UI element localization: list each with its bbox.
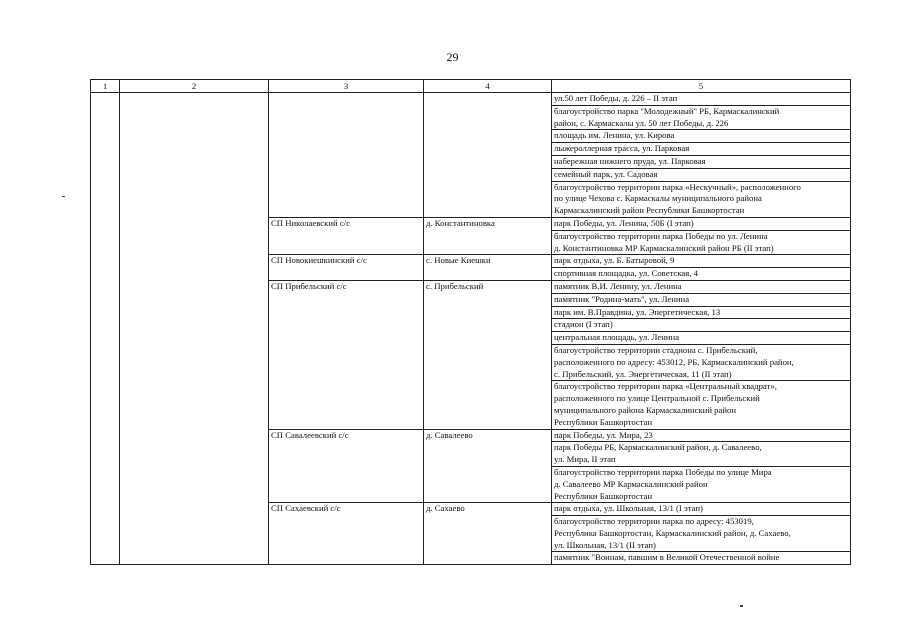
table-body (91, 93, 851, 565)
column-header: 2 (120, 80, 269, 93)
object-line: набережная нижнего пруда, ул. Парковая (554, 155, 706, 166)
object-line: расположенного по улице Центральной с. Прибельский (554, 393, 760, 404)
object-line: благоустройство парка "Молодежный" РБ, Кармаскалинский (554, 105, 780, 116)
scan-speck (62, 196, 65, 197)
col-2-cell (120, 93, 269, 565)
object-line: благоустройство территории стадиона с. Прибельский, (554, 344, 758, 355)
object-description (552, 429, 851, 442)
object-line: район, с. Кармаскалы ул. 50 лет Победы, д. 226 (554, 117, 729, 128)
object-description (552, 217, 851, 230)
object-description (552, 552, 851, 565)
parks-table (90, 79, 851, 565)
object-line: ул.50 лет Победы, д. 226 – II этап (554, 93, 678, 103)
object-line: памятник "Родина-мать", ул. Ленина (554, 293, 690, 304)
object-description (552, 280, 851, 293)
village-cell (424, 93, 552, 218)
village-cell: д. Сахаево (424, 503, 552, 565)
object-description (552, 255, 851, 268)
column-header: 5 (552, 80, 851, 93)
object-line: д. Константиновка МР Кармаскалинский район РБ (II этап) (554, 242, 774, 253)
object-description (552, 344, 851, 380)
object-description (552, 319, 851, 332)
object-line: по улице Чехова с. Кармаскалы муниципального района (554, 193, 762, 204)
settlement-cell: СП Прибельский с/с (269, 280, 424, 429)
object-line: парк отдыха, ул. Школьная, 13/1 (I этап) (554, 503, 703, 514)
village-cell: с. Прибельский (424, 280, 552, 429)
object-description (552, 516, 851, 552)
object-description (552, 155, 851, 168)
object-description (552, 332, 851, 345)
object-description (552, 181, 851, 217)
object-line: благоустройство территории парка Победы по ул. Ленина (554, 230, 768, 241)
object-line: Республики Башкортостан (554, 490, 653, 501)
object-line: стадион (I этап) (554, 319, 613, 330)
village-cell: д. Савалеево (424, 429, 552, 503)
object-line: Кармаскалинский район Республики Башкортостан (554, 205, 745, 216)
column-header: 1 (91, 80, 120, 93)
header-row (91, 80, 851, 93)
object-line: д. Савалеево МР Кармаскалинский район (554, 478, 708, 489)
object-line: Республика Башкортостан, Кармаскалинский район, д. Сахаево, (554, 527, 791, 538)
object-line: благоустройство территории парка «Нескучный», расположенного (554, 181, 801, 192)
column-header: 3 (269, 80, 424, 93)
object-description (552, 130, 851, 143)
object-description (552, 230, 851, 255)
object-line: парк отдыха, ул. Б. Батыровой, 9 (554, 255, 675, 266)
object-line: парк Победы РБ, Кармаскалинский район, д. Савалеево, (554, 442, 762, 453)
village-cell: с. Новые Киешки (424, 255, 552, 281)
object-line: памятник "Воинам, павшим в Великой Отечественной войне (554, 552, 780, 563)
object-line: Республики Башкортостан (554, 416, 653, 427)
object-line: парк Победы, ул. Ленина, 50Б (I этап) (554, 217, 694, 228)
village-cell: д. Константиновка (424, 217, 552, 254)
object-line: ул. Школьная, 13/1 (II этап) (554, 539, 656, 550)
object-line: спортивная площадка, ул. Советская, 4 (554, 268, 698, 279)
object-line: ул. Мира, II этап (554, 454, 616, 465)
object-description (552, 306, 851, 319)
object-description (552, 105, 851, 130)
object-line: парк Победы, ул. Мира, 23 (554, 429, 653, 440)
object-description (552, 93, 851, 106)
object-line: расположенного по адресу: 453012, РБ, Кармаскалинский район, (554, 356, 794, 367)
settlement-cell (269, 93, 424, 218)
settlement-cell: СП Савалеевский с/с (269, 429, 424, 503)
object-description (552, 466, 851, 502)
object-description (552, 503, 851, 516)
object-line: семейный парк, ул. Садовая (554, 168, 658, 179)
scan-speck (740, 605, 743, 607)
column-header: 4 (424, 80, 552, 93)
object-description (552, 168, 851, 181)
table-row (91, 93, 851, 106)
object-line: центральная площадь, ул. Ленина (554, 332, 680, 343)
object-line: площадь им. Ленина, ул. Кирова (554, 130, 675, 141)
settlement-cell: СП Николаевский с/с (269, 217, 424, 254)
col-1-cell (91, 93, 120, 565)
object-description (552, 293, 851, 306)
object-description (552, 143, 851, 156)
object-line: парк им. В.Правдина, ул. Энергетическая, 13 (554, 306, 721, 317)
object-line: с. Прибельский, ул. Энергетическая, 11 (II этап) (554, 368, 732, 379)
object-line: благоустройство территории парка по адресу: 453019, (554, 516, 754, 527)
settlement-cell: СП Новокиешкинский с/с (269, 255, 424, 281)
object-line: благоустройство территории парка Победы по улице Мира (554, 466, 772, 477)
object-description (552, 442, 851, 467)
object-line: муниципального района Кармаскалинский район (554, 404, 736, 415)
object-description (552, 268, 851, 281)
page-number: 29 (446, 50, 459, 64)
object-line: лыжероллерная трасса, ул. Парковая (554, 143, 690, 154)
object-line: памятник В.И. Ленину, ул. Ленина (554, 280, 682, 291)
object-line: благоустройство территории парка «Центральный квадрат», (554, 381, 777, 392)
settlement-cell: СП Сахаевский с/с (269, 503, 424, 565)
object-description (552, 381, 851, 429)
